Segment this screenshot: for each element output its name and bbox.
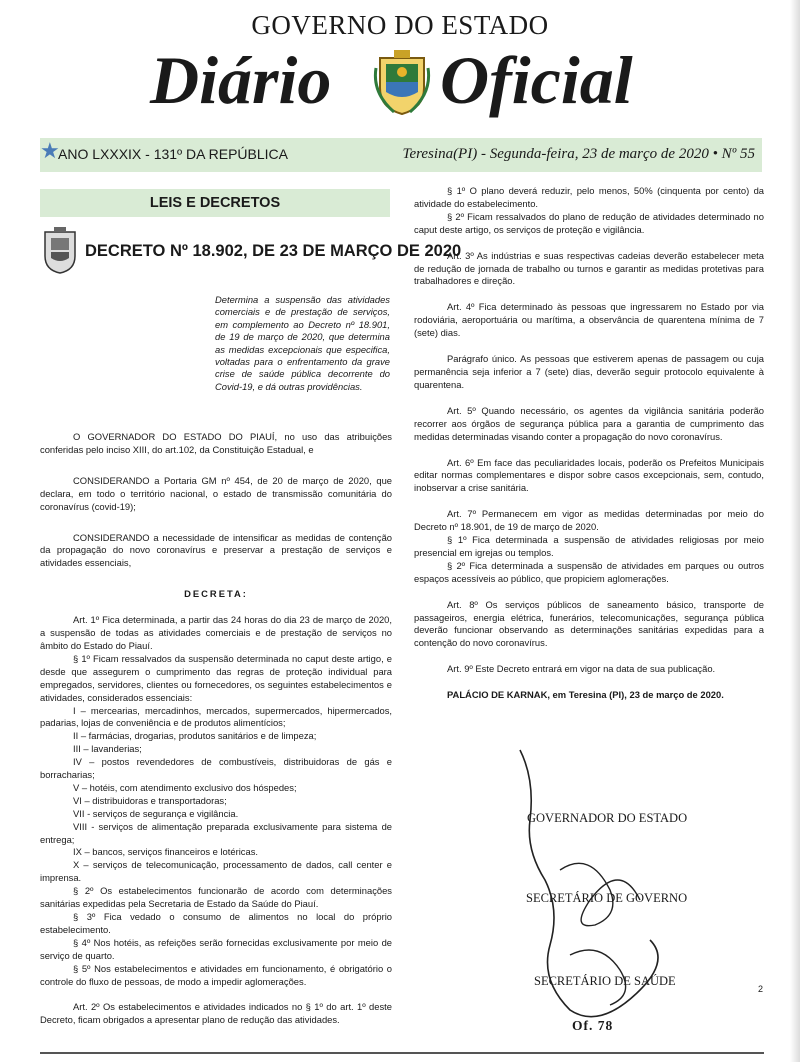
article-3: Art. 3º As indústrias e suas respectivas cadeias deverão estabelecer meta de redução de jornada de trabalho ou turnos e garantir as medidas protetivas para trabalhadores e direção.	[414, 249, 764, 287]
article-1: Art. 1º Fica determinada, a partir das 24 horas do dia 23 de março de 2020, a suspensão de todas as atividades comerciais e de prestação de serviços no âmbito do Estado do Piauí.	[40, 614, 392, 651]
considering-paragraph: CONSIDERANDO a necessidade de intensificar as medidas de contenção da propagação do novo coronavírus e preservar a prestação de serviços e atividades essenciais,	[40, 531, 392, 569]
article-2-paragraph-1: § 1º O plano deverá reduzir, pelo menos, 50% (cinquenta por cento) da atividade do estabelecimento.	[414, 185, 764, 209]
article-1-paragraph-3: § 3º Fica vedado o consumo de alimentos no local do próprio estabelecimento.	[40, 911, 392, 935]
signing-place-date: PALÁCIO DE KARNAK, em Teresina (PI), 23 de março de 2020.	[447, 689, 724, 701]
section-title: LEIS E DECRETOS	[40, 189, 390, 217]
state-seal-icon	[42, 226, 78, 274]
decreta-heading: DECRETA:	[184, 588, 248, 600]
masthead-title-part1: Diário	[150, 42, 332, 118]
page-edge-shadow	[790, 0, 800, 1062]
article-5: Art. 5º Quando necessário, os agentes da vigilância sanitária poderão recorrer aos órgãos de segurança pública para a garantia de cumprimento das medidas determinadas visando conter a propagação do novo coronavírus.	[414, 404, 764, 442]
article-7-paragraph-2: § 2º Fica determinada a suspensão de atividades em parques ou outros espaços acessíveis ao público, que propiciem aglomerações.	[414, 559, 764, 584]
article-2-paragraph-2: § 2º Ficam ressalvados do plano de redução de atividades determinado no caput deste artigo, os serviços de proteção e vigilância.	[414, 210, 764, 235]
state-crest-icon	[372, 48, 432, 118]
page-number: 2	[758, 984, 764, 994]
article-4: Art. 4º Fica determinado às pessoas que ingressarem no Estado por via rodoviária, aeroportuária ou marítima, a observância de quarentena mínima de 7 (sete) dias.	[414, 301, 764, 339]
article-4-sole-paragraph: Parágrafo único. As pessoas que estiverem apenas de passagem ou cuja permanência seja inferior a 7 (sete) dias, deverão seguir protocolo equivalente à quarentena.	[414, 353, 764, 390]
article-7-paragraph-1: § 1º Fica determinada a suspensão de atividades religiosas por meio presencial em igrejas ou templos.	[414, 534, 764, 558]
considering-paragraph: CONSIDERANDO a Portaria GM nº 454, de 20 de março de 2020, que declara, em todo o território nacional, o estado de transmissão comunitária do coronavírus (covid-19);	[40, 474, 392, 512]
preamble-paragraph: O GOVERNADOR DO ESTADO DO PIAUÍ, no uso das atribuições conferidas pelo inciso XIII, do art.102, da Constituição Estadual, e	[40, 431, 392, 455]
handwritten-signature	[500, 740, 680, 1040]
right-column	[414, 185, 764, 702]
list-item: II – farmácias, drogarias, produtos sanitários e de limpeza;	[73, 730, 317, 742]
list-item: VI – distribuidoras e transportadoras;	[73, 794, 227, 806]
decree-ementa: Determina a suspensão das atividades comerciais e de prestação de serviços, em complemento ao Decreto nº 18.901, de 19 de março de 2020, que determina as medidas excepcionais que especifica, voltadas para o enfrentamento da grave crise de saúde pública decorrente do Covid-19, e dá outras providências.	[215, 294, 390, 392]
article-1-paragraph-1: § 1º Ficam ressalvados da suspensão determinada no caput deste artigo, e desde que assegurem o cumprimento das regras de proteção individual para empregados, servidores, clientes ou fornecedores, os seguintes estabelecimentos e atividades, considerados essenciais:	[40, 652, 392, 703]
left-column	[40, 431, 392, 1027]
masthead-title-part2: Oficial	[440, 42, 633, 118]
list-item: VIII - serviços de alimentação preparada exclusivamente para sistema de entrega;	[40, 820, 392, 845]
article-9: Art. 9º Este Decreto entrará em vigor na data de sua publicação.	[447, 663, 716, 675]
star-icon: ★	[40, 138, 60, 163]
list-item: III – lavanderias;	[73, 743, 142, 755]
list-item: IX – bancos, serviços financeiros e lotéricas.	[73, 846, 258, 858]
signature-secretary-government: SECRETÁRIO DE GOVERNO	[526, 891, 688, 905]
edition-dateline: Teresina(PI) - Segunda-feira, 23 de março de 2020 • Nº 55	[402, 146, 755, 162]
decree-title: DECRETO Nº 18.902, DE 23 DE MARÇO DE 2020	[85, 242, 462, 260]
article-2: Art. 2º Os estabelecimentos e atividades indicados no § 1º do art. 1º deste Decreto, ficam obrigados a apresentar plano de redução das atividades.	[40, 1001, 392, 1026]
bottom-divider	[40, 1052, 764, 1054]
article-1-paragraph-2: § 2º Os estabelecimentos funcionarão de acordo com determinações sanitárias expedidas pela Secretaria de Estado da Saúde do Piauí.	[40, 885, 392, 910]
edition-year: ANO LXXXIX - 131º DA REPÚBLICA	[58, 146, 288, 162]
masthead-title	[150, 40, 331, 120]
article-1-paragraph-4: § 4º Nos hotéis, as refeições serão fornecidas exclusivamente por meio de serviço de quarto.	[40, 936, 392, 961]
article-7: Art. 7º Permanecem em vigor as medidas determinadas por meio do Decreto nº 18.901, de 19 de março de 2020.	[414, 508, 764, 533]
signature-secretary-health: SECRETÁRIO DE SAÚDE	[534, 974, 676, 988]
list-item: VII - serviços de segurança e vigilância.	[73, 807, 239, 819]
article-6: Art. 6º Em face das peculiaridades locais, poderão os Prefeitos Municipais editar normas complementares e dispor sobre casos excepcionais, sem, contudo, inobservar a crise sanitária.	[414, 456, 764, 494]
signature-governor: GOVERNADOR DO ESTADO	[527, 811, 688, 825]
of-number: Of. 78	[572, 1018, 614, 1033]
list-item: IV – postos revendedores de combustíveis, distribuidoras de gás e borracharias;	[40, 756, 392, 781]
article-1-paragraph-5: § 5º Nos estabelecimentos e atividades em funcionamento, é obrigatório o controle do fluxo de pessoas, de modo a impedir aglomerações.	[40, 962, 392, 987]
list-item: V – hotéis, com atendimento exclusivo dos hóspedes;	[73, 781, 297, 793]
list-item: X – serviços de telecomunicação, processamento de dados, call center e imprensa.	[40, 859, 392, 884]
article-8: Art. 8º Os serviços públicos de saneamento básico, transporte de passageiros, energia elétrica, funerários, telecomunicações, segurança pública deverão funcionar observando as determinações sanitárias expedidas para a contenção do novo coronavírus.	[414, 598, 764, 649]
masthead-government: GOVERNO DO ESTADO	[251, 10, 549, 40]
list-item: I – mercearias, mercadinhos, mercados, supermercados, hipermercados, padarias, lojas de conveniência e de produtos alimentícios;	[40, 704, 392, 729]
